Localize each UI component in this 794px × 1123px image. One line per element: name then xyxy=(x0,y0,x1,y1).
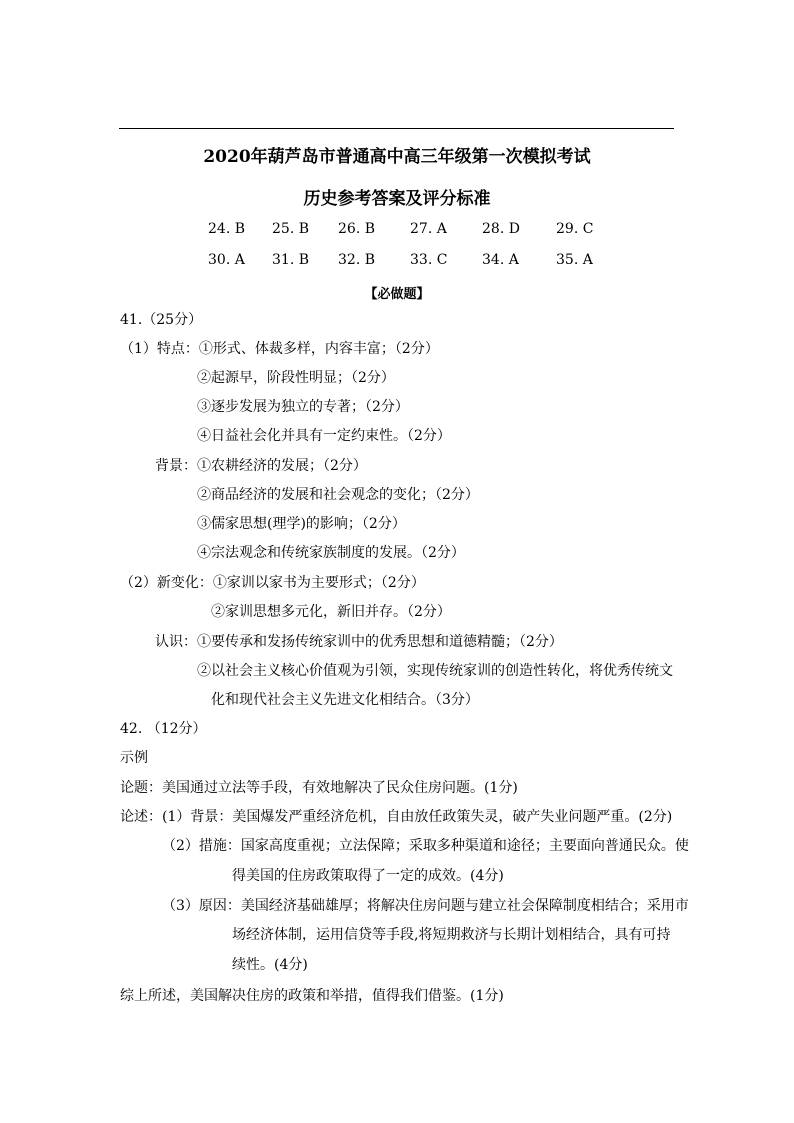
answer-line: 论题：美国通过立法等手段，有效地解决了民众住房问题。(1分) xyxy=(120,780,518,796)
document-title: 2020年葫芦岛市普通高中高三年级第一次模拟考试 xyxy=(203,147,591,167)
answer-item: 30. A xyxy=(208,252,245,268)
answer-item: 25. B xyxy=(272,221,310,237)
answer-line: 化和现代社会主义先进文化相结合。（3分） xyxy=(211,692,479,708)
answer-item: 28. D xyxy=(482,221,520,237)
section-label: 【必做题】 xyxy=(364,287,430,302)
answer-line: ②家训思想多元化，新旧并存。（2分） xyxy=(211,604,451,620)
answer-item: 26. B xyxy=(338,221,376,237)
answer-line: 场经济体制，运用信贷等手段,将短期救济与长期计划相结合，具有可持 xyxy=(232,927,671,943)
answer-line: ②以社会主义核心价值观为引领，实现传统家训的创造性转化，将优秀传统文 xyxy=(197,663,673,679)
document-subtitle: 历史参考答案及评分标准 xyxy=(303,189,491,209)
answer-line: ③儒家思想(理学)的影响；（2分） xyxy=(197,516,406,532)
answer-line: 认识：①要传承和发扬传统家训中的优秀思想和道德精髓；（2分） xyxy=(155,634,563,650)
answer-line: ②商品经济的发展和社会观念的变化；（2分） xyxy=(197,487,479,503)
answer-line: ④宗法观念和传统家族制度的发展。（2分） xyxy=(197,545,465,561)
answer-item: 34. A xyxy=(482,252,519,268)
answer-row-2 xyxy=(0,252,794,272)
answer-line: ②起源早，阶段性明显；（2分） xyxy=(197,370,395,386)
answer-row-1 xyxy=(0,221,794,241)
answer-line: 论述：(1）背景：美国爆发严重经济危机，自由放任政策失灵，破产失业问题严重。(2分) xyxy=(120,809,673,825)
answer-line: ③逐步发展为独立的专著；（2分） xyxy=(197,399,409,415)
answer-item: 35. A xyxy=(556,252,593,268)
answer-line: （2）新变化：①家训以家书为主要形式；（2分） xyxy=(120,575,425,591)
answer-line: ④日益社会化并具有一定约束性。（2分） xyxy=(197,428,451,444)
answer-line: 综上所述，美国解决住房的政策和举措，值得我们借鉴。(1分) xyxy=(120,988,504,1004)
answer-item: 33. C xyxy=(410,252,448,268)
answer-line: （3）原因：美国经济基础雄厚；将解决住房问题与建立社会保障制度相结合；采用市 xyxy=(162,898,689,914)
answer-line: 续性。(4分) xyxy=(232,957,308,973)
header-rule xyxy=(119,128,674,129)
answer-line: 得美国的住房政策取得了一定的成效。(4分) xyxy=(232,868,504,884)
answer-item: 27. A xyxy=(410,221,447,237)
answer-line: （1）特点：①形式、体裁多样，内容丰富；（2分） xyxy=(120,341,439,357)
answer-item: 29. C xyxy=(556,221,594,237)
question-heading: 42. （12分） xyxy=(120,721,207,737)
answer-item: 31. B xyxy=(272,252,310,268)
answer-line: 背景：①农耕经济的发展；（2分） xyxy=(155,458,367,474)
answer-item: 32. B xyxy=(338,252,376,268)
question-heading: 41.（25分） xyxy=(120,312,203,328)
answer-line: 示例 xyxy=(120,750,148,766)
answer-line: （2）措施：国家高度重视；立法保障；采取多种渠道和途径；主要面向普通民众。使 xyxy=(162,838,689,854)
answer-item: 24. B xyxy=(208,221,246,237)
